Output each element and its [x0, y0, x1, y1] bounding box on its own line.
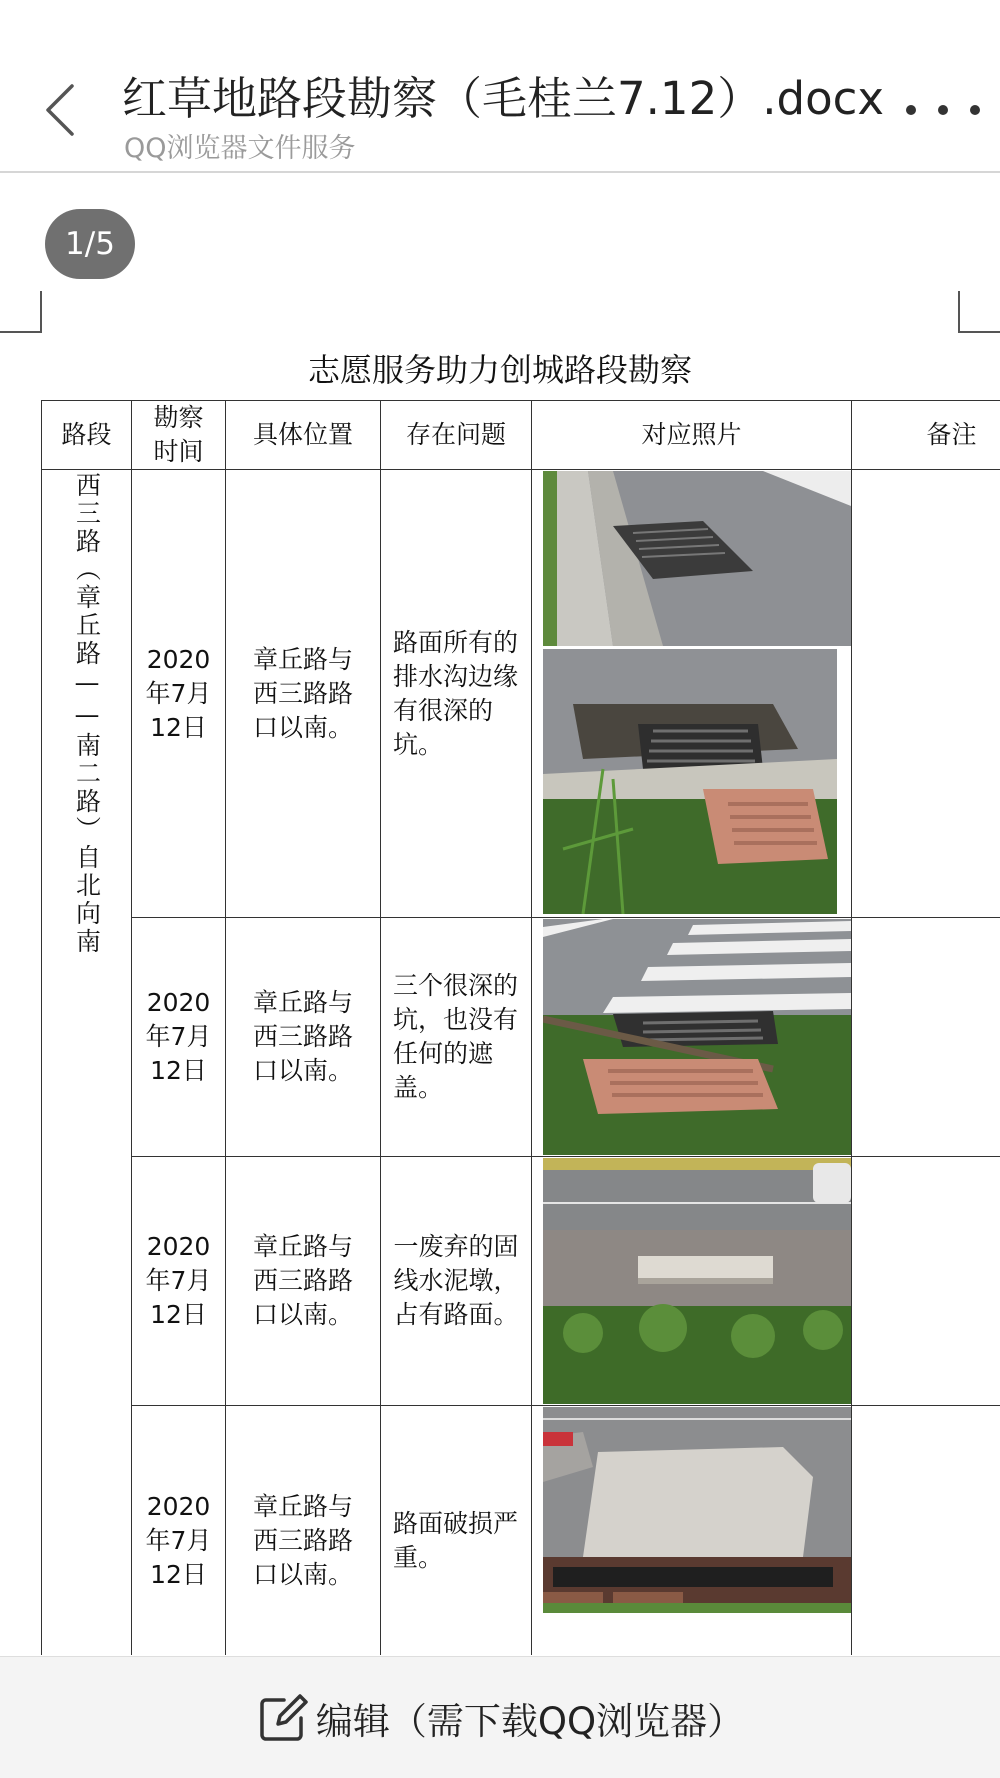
issue-cell: 路面所有的排水沟边缘有很深的坑。 [381, 470, 532, 918]
time-cell: 2020年7月12日 [132, 1406, 226, 1656]
photo-concrete-block [543, 1158, 851, 1404]
photo-cell [532, 1406, 852, 1656]
photo-drain-curb [543, 471, 851, 646]
table-row [42, 470, 1000, 918]
crop-mark-left [0, 291, 42, 333]
photo-damaged-pavement [543, 1407, 851, 1613]
photo-drain-grass [543, 649, 837, 914]
issue-cell: 路面破损严重。 [381, 1406, 532, 1656]
location-cell: 章丘路与西三路路口以南。 [226, 470, 381, 918]
issue-cell: 一废弃的固线水泥墩，占有路面。 [381, 1157, 532, 1406]
crop-mark-right [958, 291, 1000, 333]
segment-cell [42, 470, 132, 1656]
remark-cell [852, 918, 1000, 1157]
table-row [42, 1157, 1000, 1406]
remark-cell [852, 470, 1000, 918]
header-cell: 备注 [852, 401, 1000, 470]
photo-cell [532, 918, 852, 1157]
top-bar [0, 0, 1000, 173]
file-title: 红草地路段勘察（毛桂兰7.12）.docx [122, 72, 884, 125]
more-dots-icon [906, 105, 916, 115]
header-cell: 存在问题 [381, 401, 532, 470]
time-cell: 2020年7月12日 [132, 918, 226, 1157]
table-row [42, 1406, 1000, 1656]
bottom-bar [0, 1656, 1000, 1778]
header-cell: 勘察时间 [132, 401, 226, 470]
back-button[interactable] [36, 80, 86, 140]
document-viewer[interactable] [0, 175, 1000, 1655]
time-cell: 2020年7月12日 [132, 470, 226, 918]
more-button[interactable] [906, 90, 980, 130]
photo-crosswalk-pits [543, 919, 851, 1155]
location-cell: 章丘路与西三路路口以南。 [226, 1406, 381, 1656]
header-cell: 路段 [42, 401, 132, 470]
location-cell: 章丘路与西三路路口以南。 [226, 1157, 381, 1406]
remark-cell [852, 1157, 1000, 1406]
time-cell: 2020年7月12日 [132, 1157, 226, 1406]
table-row [42, 918, 1000, 1157]
edit-icon [256, 1691, 310, 1745]
segment-name: 西三路（章丘路——南二路）自北向南 [72, 472, 102, 956]
page-indicator: 1/5 [45, 209, 135, 279]
file-service-label: QQ浏览器文件服务 [124, 133, 356, 164]
header-cell: 具体位置 [226, 401, 381, 470]
photo-cell [532, 470, 852, 918]
chevron-left-icon [36, 80, 86, 140]
document-title: 志愿服务助力创城路段勘察 [307, 351, 692, 389]
remark-cell [852, 1406, 1000, 1656]
survey-table [41, 400, 1000, 1655]
edit-button[interactable] [256, 1691, 744, 1745]
header-cell: 对应照片 [532, 401, 852, 470]
edit-label: 编辑（需下载QQ浏览器） [315, 1699, 745, 1743]
photo-cell [532, 1157, 852, 1406]
issue-cell: 三个很深的坑，也没有任何的遮盖。 [381, 918, 532, 1157]
table-header-row [42, 401, 1000, 470]
location-cell: 章丘路与西三路路口以南。 [226, 918, 381, 1157]
